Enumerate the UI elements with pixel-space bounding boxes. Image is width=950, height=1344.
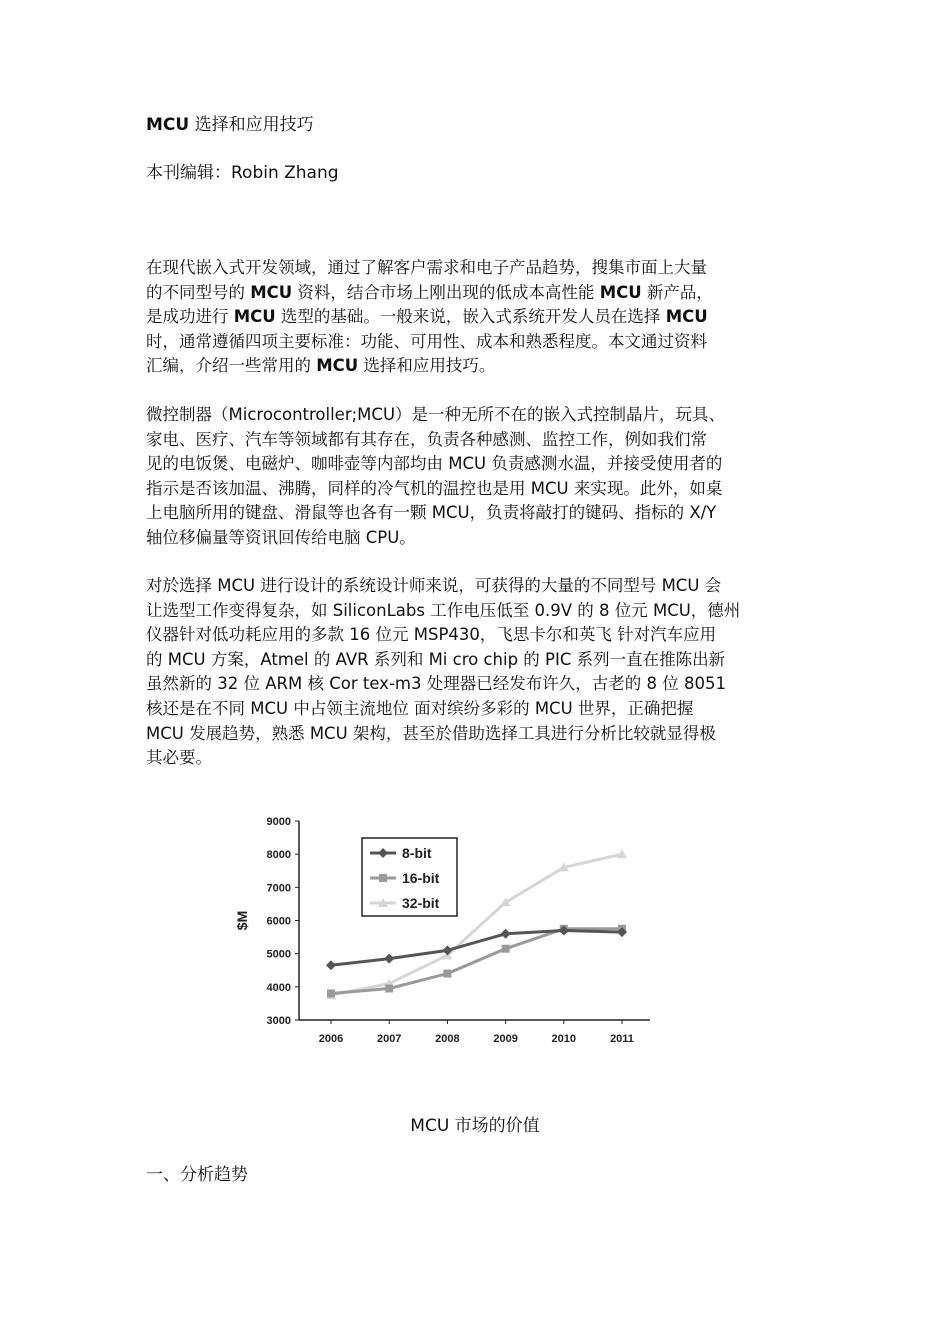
x-tick-label: 2008 xyxy=(435,1033,460,1045)
text-run: 的不同型号的 xyxy=(146,282,251,302)
p3-line-7: MCU 发展趋势，熟悉 MCU 架构，甚至於借助选择工具进行分析比较就显得极 xyxy=(146,723,716,743)
p3-line-1: 对於选择 MCU 进行设计的系统设计师来说，可获得的大量的不同型号 MCU 会 xyxy=(146,576,722,595)
bold-run: MCU xyxy=(599,282,642,302)
legend-label-8-bit: 8-bit xyxy=(402,845,432,861)
p1-line-3 xyxy=(146,305,806,330)
x-tick-label: 2006 xyxy=(318,1033,344,1045)
title-rest: 选择和应用技巧 xyxy=(189,115,314,135)
data-point-16-bit xyxy=(385,984,393,992)
p1-line-5 xyxy=(146,354,806,379)
text-run: 汇编，介绍一些常用的 xyxy=(146,356,317,376)
document-title xyxy=(146,113,314,137)
p3-line-6: 核还是在不同 MCU 中占领主流地位 面对缤纷多彩的 MCU 世界，正确把握 xyxy=(146,698,694,718)
title-bold: MCU xyxy=(146,115,190,135)
bold-run: MCU xyxy=(233,307,276,327)
p2-line-6: 轴位移偏量等资讯回传给电脑 CPU。 xyxy=(146,527,416,547)
data-point-16-bit xyxy=(502,945,510,953)
p2-line-3: 见的电饭煲、电磁炉、咖啡壶等内部均由 MCU 负责感测水温，并接受使用者的 xyxy=(146,454,723,474)
p1-line-2 xyxy=(146,281,806,306)
y-tick-label: 4000 xyxy=(266,981,291,994)
paragraph-intro xyxy=(146,256,806,379)
y-tick-label: 9000 xyxy=(266,816,291,828)
section-heading: 一、分析趋势 xyxy=(146,1165,248,1185)
p2-line-2: 家电、医疗、汽车等领域都有其存在，负责各种感测、监控工作，例如我们常 xyxy=(146,429,707,449)
text-run: 是成功进行 xyxy=(146,307,234,327)
x-tick-label: 2011 xyxy=(610,1033,634,1045)
p2-line-5: 上电脑所用的键盘、滑鼠等也各有一颗 MCU，负责将敲打的键码、指标的 X/Y xyxy=(146,503,717,523)
text-run: 选型的基础。一般来说，嵌入式系统开发人员在选择 xyxy=(275,307,666,327)
chart-svg xyxy=(225,805,665,1055)
y-tick-label: 3000 xyxy=(266,1015,291,1027)
p3-line-3: 仪器针对低功耗应用的多款 16 位元 MSP430，飞思卡尔和英飞 针对汽车应用 xyxy=(146,625,717,645)
text-run: 新产品， xyxy=(641,282,713,302)
chart-caption: MCU 市场的价值 xyxy=(410,1116,540,1136)
y-axis-label: $M xyxy=(234,910,250,931)
data-point-8-bit xyxy=(326,960,336,970)
p1-line-4: 时，通常遵循四项主要标准：功能、可用性、成本和熟悉程度。本文通过资料 xyxy=(146,331,707,351)
paragraph-selection xyxy=(146,574,806,771)
paragraph-microcontroller xyxy=(146,403,806,551)
data-point-16-bit xyxy=(327,989,335,997)
legend-label-16-bit: 16-bit xyxy=(402,870,440,886)
data-point-8-bit xyxy=(501,929,511,939)
x-tick-label: 2010 xyxy=(551,1033,577,1045)
p3-line-5: 虽然新的 32 位 ARM 核 Cor tex-m3 处理器已经发布许久，古老的 8 位 8051 xyxy=(146,674,726,694)
bold-run: MCU xyxy=(665,307,708,327)
p2-line-4: 指示是否该加温、沸腾，同样的冷气机的温控也是用 MCU 来实现。此外，如桌 xyxy=(146,478,723,498)
x-tick-label: 2009 xyxy=(493,1033,518,1045)
editor-line: 本刊编辑：Robin Zhang xyxy=(146,163,339,183)
legend-label-32-bit: 32-bit xyxy=(402,895,440,911)
y-tick-label: 8000 xyxy=(266,849,291,862)
y-tick-label: 6000 xyxy=(266,915,291,928)
legend-marker-16-bit xyxy=(379,874,387,882)
p3-line-2: 让选型工作变得复杂，如 SiliconLabs 工作电压低至 0.9V 的 8 位元 MCU，德州 xyxy=(146,600,741,620)
text-run: 资料，结合市场上刚出现的低成本高性能 xyxy=(292,282,600,302)
p3-line-8: 其必要。 xyxy=(146,748,212,768)
bold-run: MCU xyxy=(316,356,359,376)
data-point-8-bit xyxy=(384,954,394,964)
p3-line-4: 的 MCU 方案，Atmel 的 AVR 系列和 Mi cro chip 的 PIC 系列一直在推陈出新 xyxy=(146,649,726,669)
p1-line-1: 在现代嵌入式开发领域，通过了解客户需求和电子产品趋势，搜集市面上大量 xyxy=(146,258,707,277)
mcu-market-chart xyxy=(225,805,665,1055)
y-tick-label: 5000 xyxy=(266,948,291,961)
x-tick-label: 2007 xyxy=(376,1033,402,1045)
bold-run: MCU xyxy=(250,282,293,302)
p2-line-1: 微控制器（Microcontroller;MCU）是一种无所不在的嵌入式控制晶片，玩具、 xyxy=(146,405,726,424)
data-point-16-bit xyxy=(443,970,451,978)
y-tick-label: 7000 xyxy=(266,882,291,895)
text-run: 选择和应用技巧。 xyxy=(358,356,496,376)
